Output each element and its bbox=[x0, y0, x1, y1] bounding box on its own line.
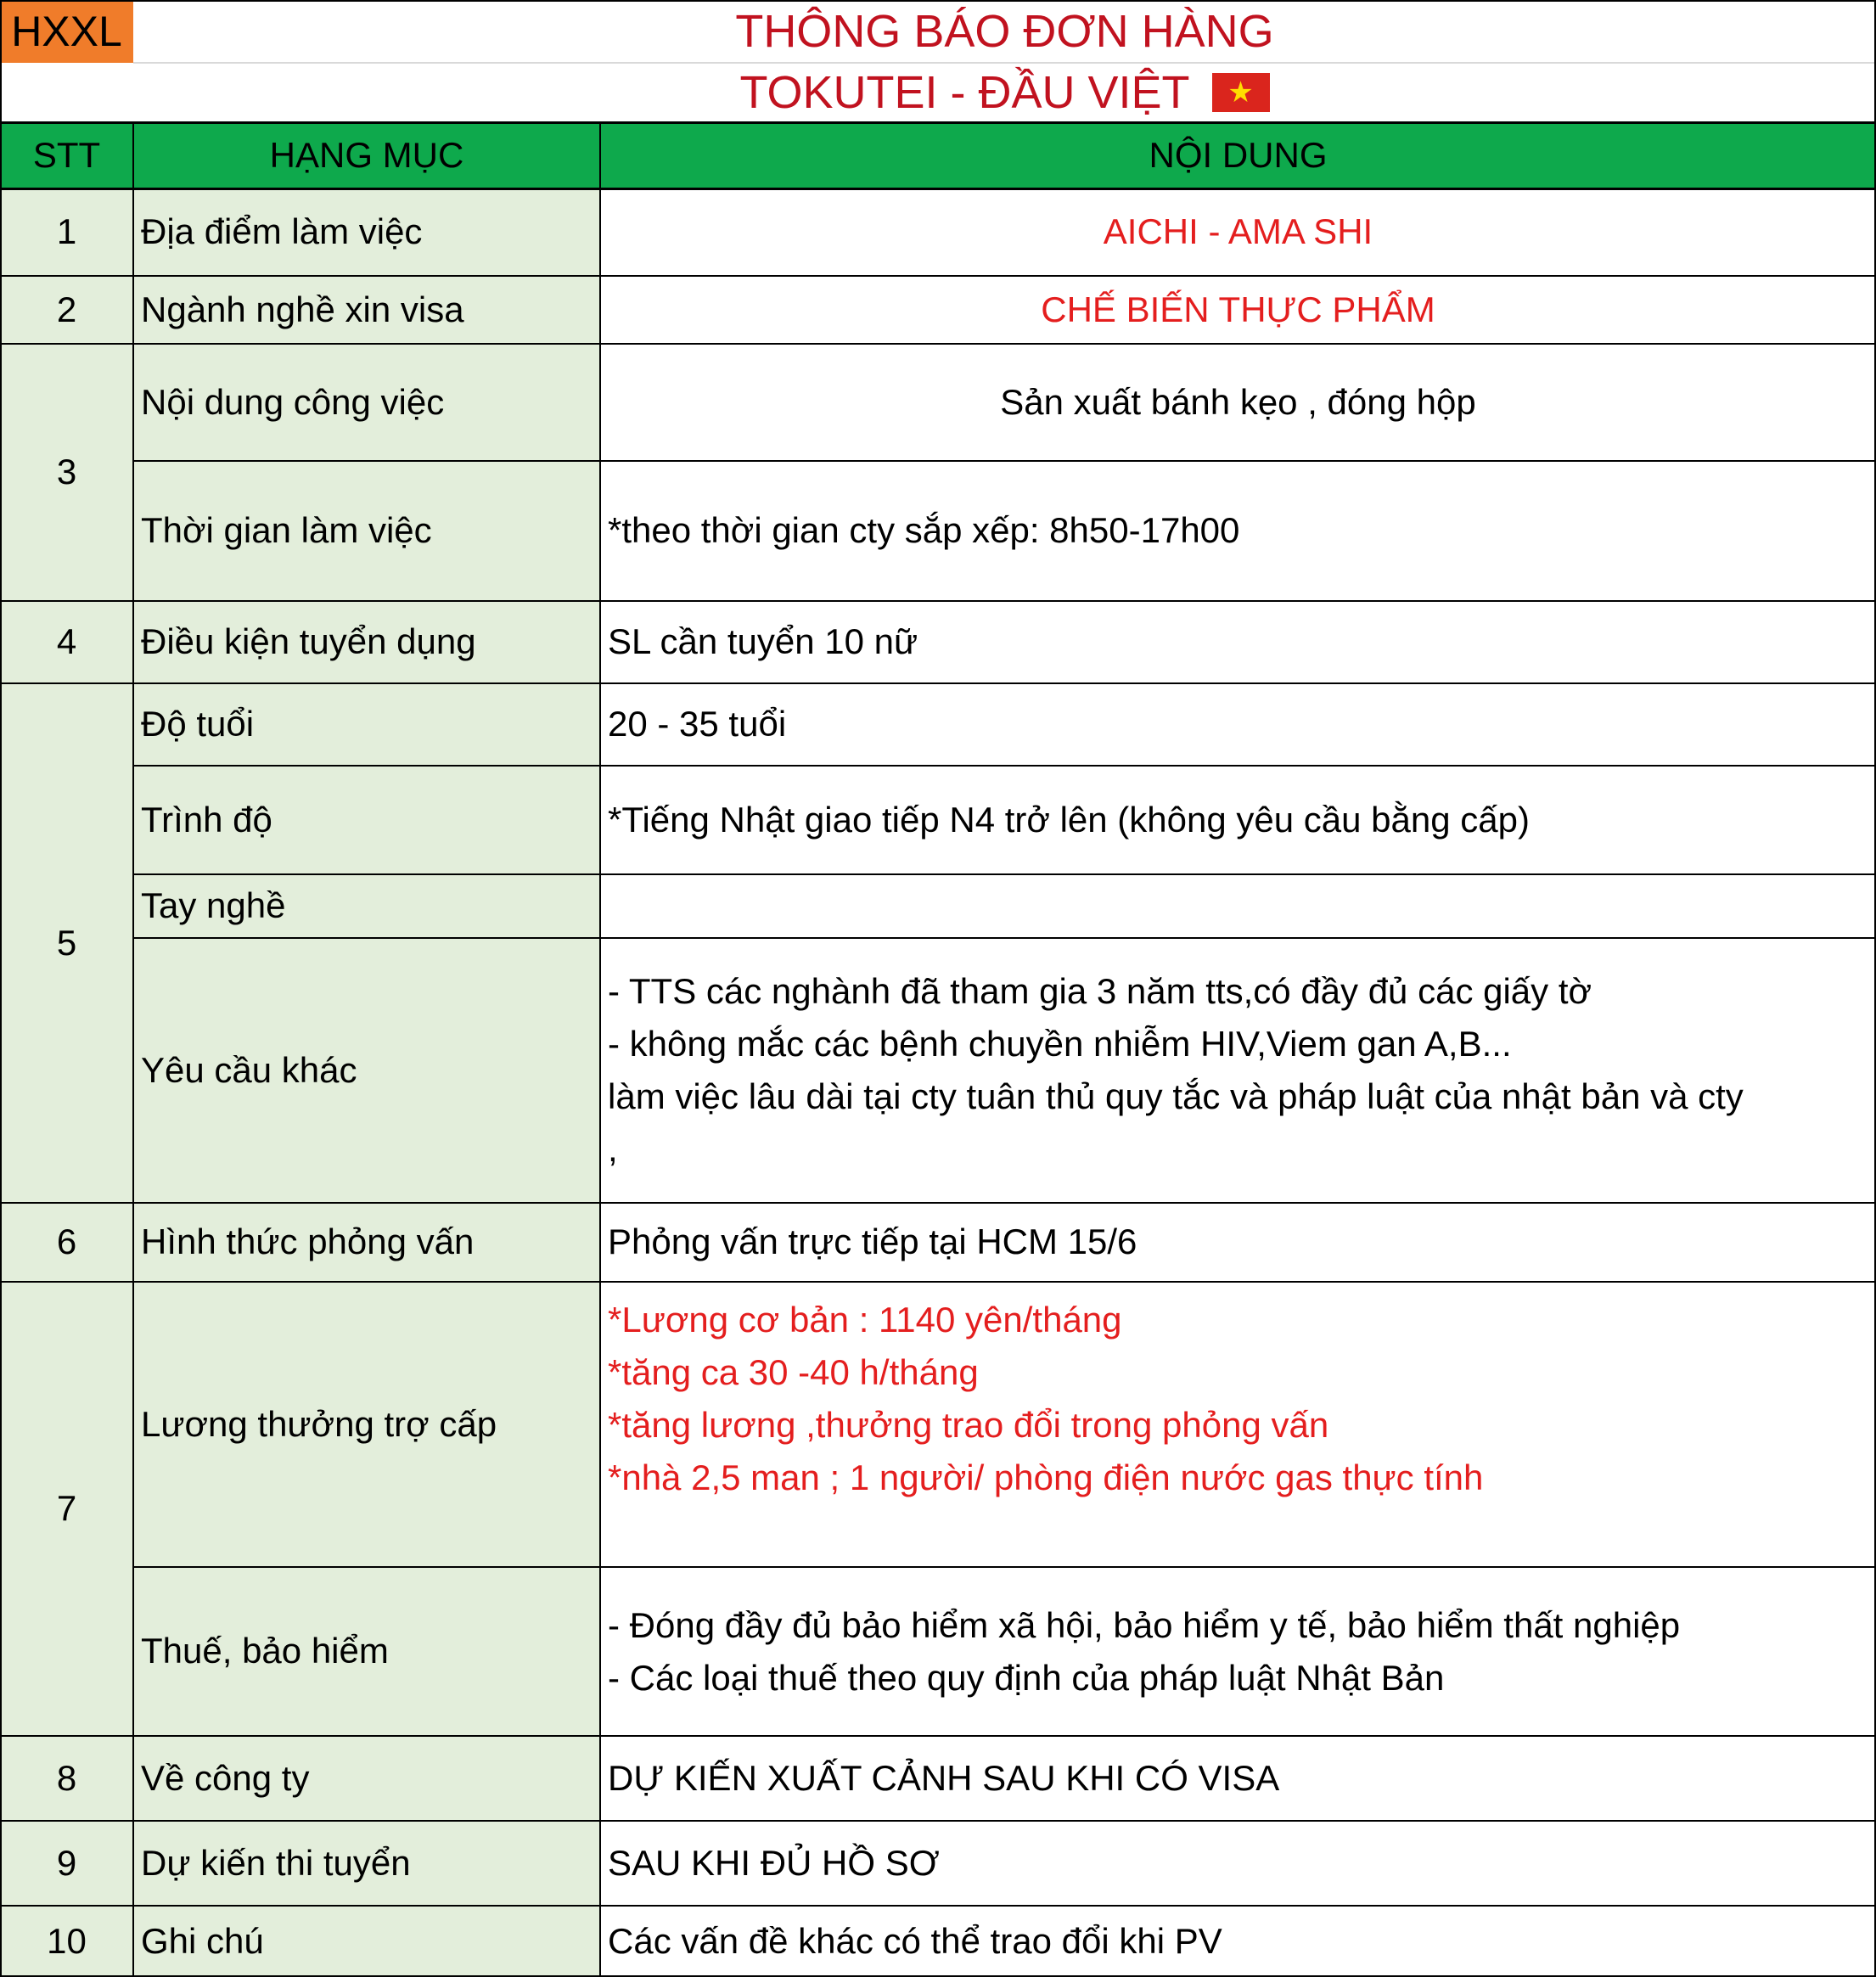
row-border bbox=[0, 682, 1876, 684]
header-top-border bbox=[0, 121, 1876, 124]
hxxl-badge: HXXL bbox=[0, 0, 133, 63]
row-border bbox=[133, 873, 1876, 875]
row-10-category: Ghi chú bbox=[133, 1906, 600, 1977]
title-divider bbox=[133, 62, 1876, 64]
row-2-content: CHẾ BIẾN THỰC PHẨM bbox=[1041, 289, 1435, 329]
vietnam-flag-icon bbox=[1212, 73, 1270, 112]
salary-line-1: *Lương cơ bản : 1140 yên/tháng bbox=[608, 1300, 1122, 1340]
row-border bbox=[133, 937, 1876, 939]
row-9-content: SAU KHI ĐỦ HỒ SƠ bbox=[608, 1842, 940, 1883]
row-5d-content bbox=[600, 938, 1876, 1203]
title-line-1: THÔNG BÁO ĐƠN HÀNG bbox=[735, 5, 1274, 57]
row-5a-content: 20 - 35 tuổi bbox=[608, 704, 787, 744]
column-header-content: NỘI DUNG bbox=[600, 122, 1876, 188]
row-1-category: Địa điểm làm việc bbox=[133, 188, 600, 276]
row-3a-content: Sản xuất bánh kẹo , đóng hộp bbox=[1000, 381, 1476, 422]
column-divider-2 bbox=[599, 122, 601, 1977]
row-1-stt: 1 bbox=[0, 188, 133, 276]
row-9-stt: 9 bbox=[0, 1821, 133, 1906]
row-border bbox=[0, 600, 1876, 602]
row-border bbox=[0, 1281, 1876, 1283]
row-7b-content bbox=[600, 1567, 1876, 1736]
row-8-stt: 8 bbox=[0, 1736, 133, 1821]
header-bottom-border bbox=[0, 188, 1876, 190]
flag-star-icon: ★ bbox=[1227, 76, 1254, 109]
row-5b-content: *Tiếng Nhật giao tiếp N4 trở lên (không yêu cầu bằng cấp) bbox=[608, 799, 1530, 840]
row-border bbox=[133, 1566, 1876, 1568]
row-9-category: Dự kiến thi tuyển bbox=[133, 1821, 600, 1906]
salary-line-4: *nhà 2,5 man ; 1 người/ phòng điện nước gas thực tính bbox=[608, 1457, 1484, 1497]
row-7a-content bbox=[600, 1282, 1876, 1567]
row-7b-category: Thuế, bảo hiểm bbox=[133, 1567, 600, 1736]
other-requirement-line-4: , bbox=[608, 1129, 618, 1169]
row-5a-category: Độ tuổi bbox=[133, 683, 600, 766]
row-3b-category: Thời gian làm việc bbox=[133, 461, 600, 601]
row-2-category: Ngành nghề xin visa bbox=[133, 276, 600, 344]
row-4-content: SL cần tuyển 10 nữ bbox=[608, 621, 918, 662]
row-8-category: Về công ty bbox=[133, 1736, 600, 1821]
row-border bbox=[0, 275, 1876, 277]
column-header-stt: STT bbox=[0, 122, 133, 188]
row-border bbox=[0, 1820, 1876, 1822]
row-1-content: AICHI - AMA SHI bbox=[1103, 211, 1373, 252]
row-3a-category: Nội dung công việc bbox=[133, 344, 600, 461]
row-border bbox=[133, 460, 1876, 462]
row-3b-content: *theo thời gian cty sắp xếp: 8h50-17h00 bbox=[608, 510, 1240, 551]
other-requirement-line-1: - TTS các nghành đã tham gia 3 năm tts,có đầy đủ các giấy tờ bbox=[608, 971, 1592, 1011]
row-10-stt: 10 bbox=[0, 1906, 133, 1977]
row-4-category: Điều kiện tuyển dụng bbox=[133, 601, 600, 683]
row-border bbox=[0, 1905, 1876, 1907]
column-divider-1 bbox=[132, 122, 134, 1977]
row-5c-category: Tay nghề bbox=[133, 874, 600, 938]
row-4-stt: 4 bbox=[0, 601, 133, 683]
row-8-content: DỰ KIẾN XUẤT CẢNH SAU KHI CÓ VISA bbox=[608, 1757, 1280, 1798]
title-line-2-text: TOKUTEI - ĐẦU VIỆT bbox=[739, 66, 1190, 118]
column-header-category: HẠNG MỤC bbox=[133, 122, 600, 188]
row-3-stt: 3 bbox=[0, 344, 133, 601]
row-border bbox=[0, 1735, 1876, 1737]
title-line-2 bbox=[133, 63, 1876, 122]
other-requirement-line-2: - không mắc các bệnh chuyền nhiễm HIV,Viem gan A,B... bbox=[608, 1024, 1512, 1064]
border-top bbox=[0, 0, 1876, 2]
row-7-stt: 7 bbox=[0, 1282, 133, 1736]
row-7a-category: Lương thưởng trợ cấp bbox=[133, 1282, 600, 1567]
insurance-line-2: - Các loại thuế theo quy định của pháp luật Nhật Bản bbox=[608, 1657, 1445, 1698]
row-5-stt: 5 bbox=[0, 683, 133, 1203]
row-2-stt: 2 bbox=[0, 276, 133, 344]
row-border bbox=[0, 343, 1876, 345]
other-requirement-line-3: làm việc lâu dài tại cty tuân thủ quy tắc và pháp luật của nhật bản và cty bbox=[608, 1076, 1744, 1116]
row-6-category: Hình thức phỏng vấn bbox=[133, 1203, 600, 1282]
salary-line-2: *tăng ca 30 -40 h/tháng bbox=[608, 1352, 979, 1392]
row-6-stt: 6 bbox=[0, 1203, 133, 1282]
border-left bbox=[0, 0, 2, 1977]
salary-line-3: *tăng lương ,thưởng trao đổi trong phỏng vấn bbox=[608, 1405, 1329, 1445]
row-5b-category: Trình độ bbox=[133, 766, 600, 874]
row-5d-category: Yêu cầu khác bbox=[133, 938, 600, 1203]
row-10-content: Các vấn đề khác có thể trao đổi khi PV bbox=[608, 1920, 1222, 1961]
row-6-content: Phỏng vấn trực tiếp tại HCM 15/6 bbox=[608, 1222, 1137, 1262]
row-5c-content bbox=[600, 874, 1876, 938]
row-border bbox=[133, 765, 1876, 767]
insurance-line-1: - Đóng đầy đủ bảo hiểm xã hội, bảo hiểm y tế, bảo hiểm thất nghiệp bbox=[608, 1604, 1681, 1645]
row-border bbox=[0, 1202, 1876, 1204]
